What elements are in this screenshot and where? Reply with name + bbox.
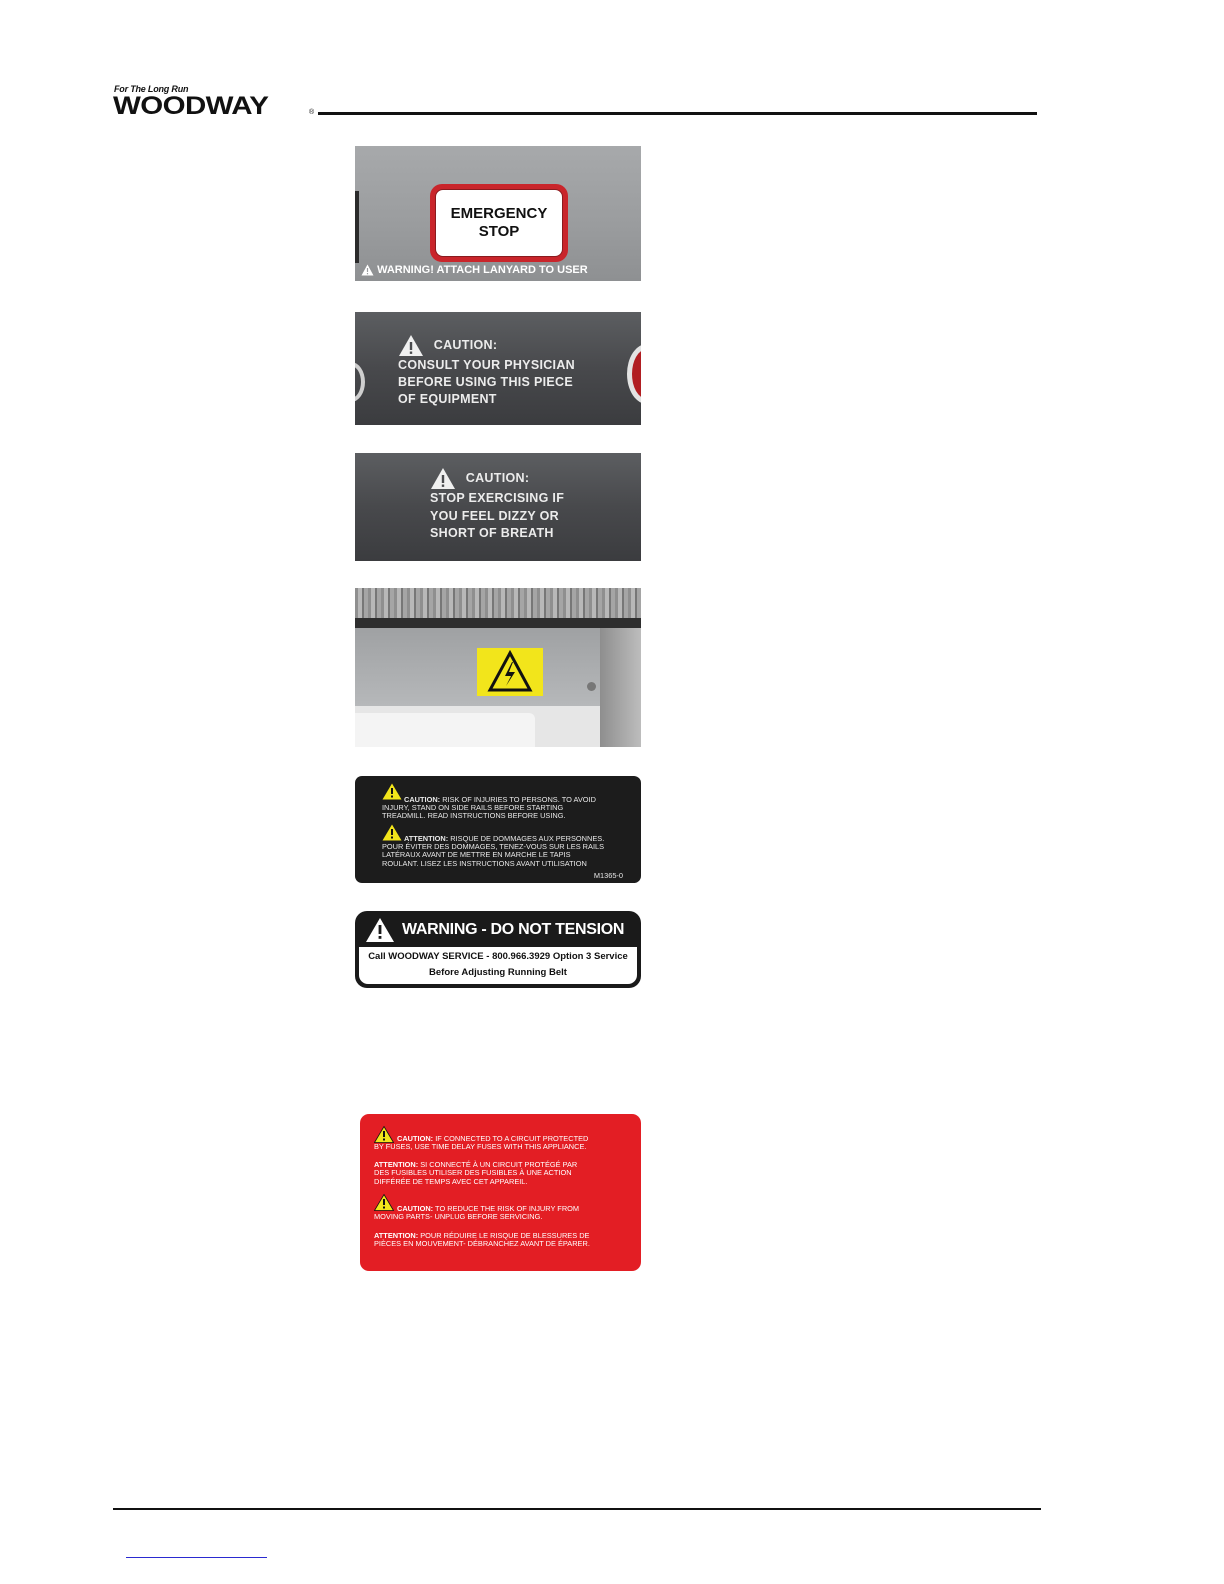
emergency-stop-line2: STOP: [478, 223, 520, 240]
caution-paragraph: [382, 796, 596, 821]
caution-line: CONSULT YOUR PHYSICIAN: [398, 358, 575, 372]
caution-heading: CAUTION:: [465, 470, 530, 485]
header-rule: [318, 112, 1037, 115]
attention-line: POUR ÉVITER DES DOMMAGES, TENEZ-VOUS SUR LES RAILS: [382, 842, 605, 852]
caution-line: SHORT OF BREATH: [430, 526, 554, 540]
lanyard-warning: [361, 264, 588, 276]
caution-line: BY FUSES, USE TIME DELAY FUSES WITH THIS APPLIANCE.: [374, 1142, 587, 1152]
warning-icon: [361, 264, 374, 276]
caution-line: STOP EXERCISING IF: [430, 491, 565, 505]
fuse-caution-paragraph: [374, 1135, 588, 1152]
service-instructions-box: [359, 947, 637, 984]
attention-lead: ATTENTION:: [374, 1231, 419, 1240]
caution-line: TREADMILL. READ INSTRUCTIONS BEFORE USING.: [382, 811, 566, 821]
attention-lead: ATTENTION:: [374, 1160, 419, 1169]
emergency-stop-button: [430, 184, 568, 262]
warning-icon: [430, 467, 456, 490]
do-not-tension-heading: WARNING - DO NOT TENSION: [402, 921, 625, 938]
footer-rule: [113, 1508, 1041, 1510]
attention-line: DIFFÉRÉE DE TEMPS AVEC CET APPAREIL.: [374, 1176, 528, 1186]
logo-wordmark: WOODWAY: [113, 92, 269, 120]
lanyard-warning-text: WARNING! ATTACH LANYARD TO USER: [377, 264, 588, 276]
attention-line: PIÈCES EN MOUVEMENT- DÉBRANCHEZ AVANT DE ÉPARER.: [374, 1239, 590, 1249]
caution-line: YOU FEEL DIZZY OR: [430, 508, 559, 523]
caution-text: IF CONNECTED TO A CIRCUIT PROTECTED: [433, 1134, 589, 1143]
fuse-attention-paragraph: [374, 1161, 577, 1186]
attention-text: RISQUE DE DOMMAGES AUX PERSONNES.: [448, 834, 605, 843]
emergency-stop-label: [355, 146, 641, 281]
high-voltage-icon: [477, 648, 543, 696]
deck-texture: [355, 588, 641, 618]
warning-icon: [365, 917, 395, 943]
panel-edge: [355, 191, 359, 263]
moving-parts-attention-paragraph: [374, 1232, 590, 1249]
caution-line: INJURY, STAND ON SIDE RAILS BEFORE STARTING: [382, 803, 564, 813]
label-part-code: M1365-0: [593, 871, 623, 880]
consult-physician-label: [355, 312, 641, 425]
do-not-tension-label: [355, 911, 641, 988]
lower-panel-cover: [355, 713, 535, 747]
caution-lead: CAUTION:: [404, 795, 441, 804]
service-adjust-line: Before Adjusting Running Belt: [429, 967, 567, 978]
deck-gap: [355, 618, 641, 628]
caution-line: BEFORE USING THIS PIECE: [398, 375, 573, 389]
caution-lead: CAUTION:: [397, 1204, 434, 1213]
caution-line: MOVING PARTS- UNPLUG BEFORE SERVICING.: [374, 1212, 543, 1222]
emergency-stop-line1: EMERGENCY: [450, 205, 548, 222]
left-knob: [355, 362, 365, 402]
service-phone-line: Call WOODWAY SERVICE - 800.966.3929 Option 3 Service: [368, 951, 628, 962]
attention-paragraph: [382, 835, 604, 868]
right-knob: [627, 344, 641, 404]
side-rails-caution-label: [355, 776, 641, 883]
moving-parts-caution-paragraph: [374, 1205, 579, 1222]
caution-text: TO REDUCE THE RISK OF INJURY FROM: [433, 1204, 580, 1213]
caution-line: OF EQUIPMENT: [398, 392, 497, 406]
stop-exercising-label: [355, 453, 641, 561]
attention-line: ROULANT. LISEZ LES INSTRUCTIONS AVANT UTILISATION: [382, 858, 587, 868]
attention-text: POUR RÉDUIRE LE RISQUE DE BLESSURES DE: [418, 1231, 590, 1240]
logo-registered-mark: ®: [309, 109, 315, 116]
caution-lead: CAUTION:: [397, 1134, 434, 1143]
caution-heading: CAUTION:: [433, 337, 498, 352]
attention-text: SI CONNECTÉ À UN CIRCUIT PROTÉGÉ PAR: [418, 1160, 578, 1169]
do-not-tension-header: [365, 917, 624, 943]
attention-line: LATÉRAUX AVANT DE METTRE EN MARCHE LE TAPIS: [382, 850, 571, 860]
attention-line: DES FUSIBLES UTILISER DES FUSIBLES À UNE ACTION: [374, 1168, 572, 1178]
side-frame: [600, 628, 641, 747]
electrical-hazard-photo: [355, 588, 641, 747]
fuses-caution-label: [360, 1114, 641, 1271]
frame-bolt: [587, 682, 596, 691]
caution-text: RISK OF INJURIES TO PERSONS. TO AVOID: [440, 795, 596, 804]
logo-tagline: For The Long Run: [114, 84, 189, 94]
electrical-hazard-sticker: [477, 648, 543, 696]
attention-lead: ATTENTION:: [404, 834, 449, 843]
footer-link-underline[interactable]: [126, 1557, 267, 1558]
warning-icon: [398, 334, 424, 357]
